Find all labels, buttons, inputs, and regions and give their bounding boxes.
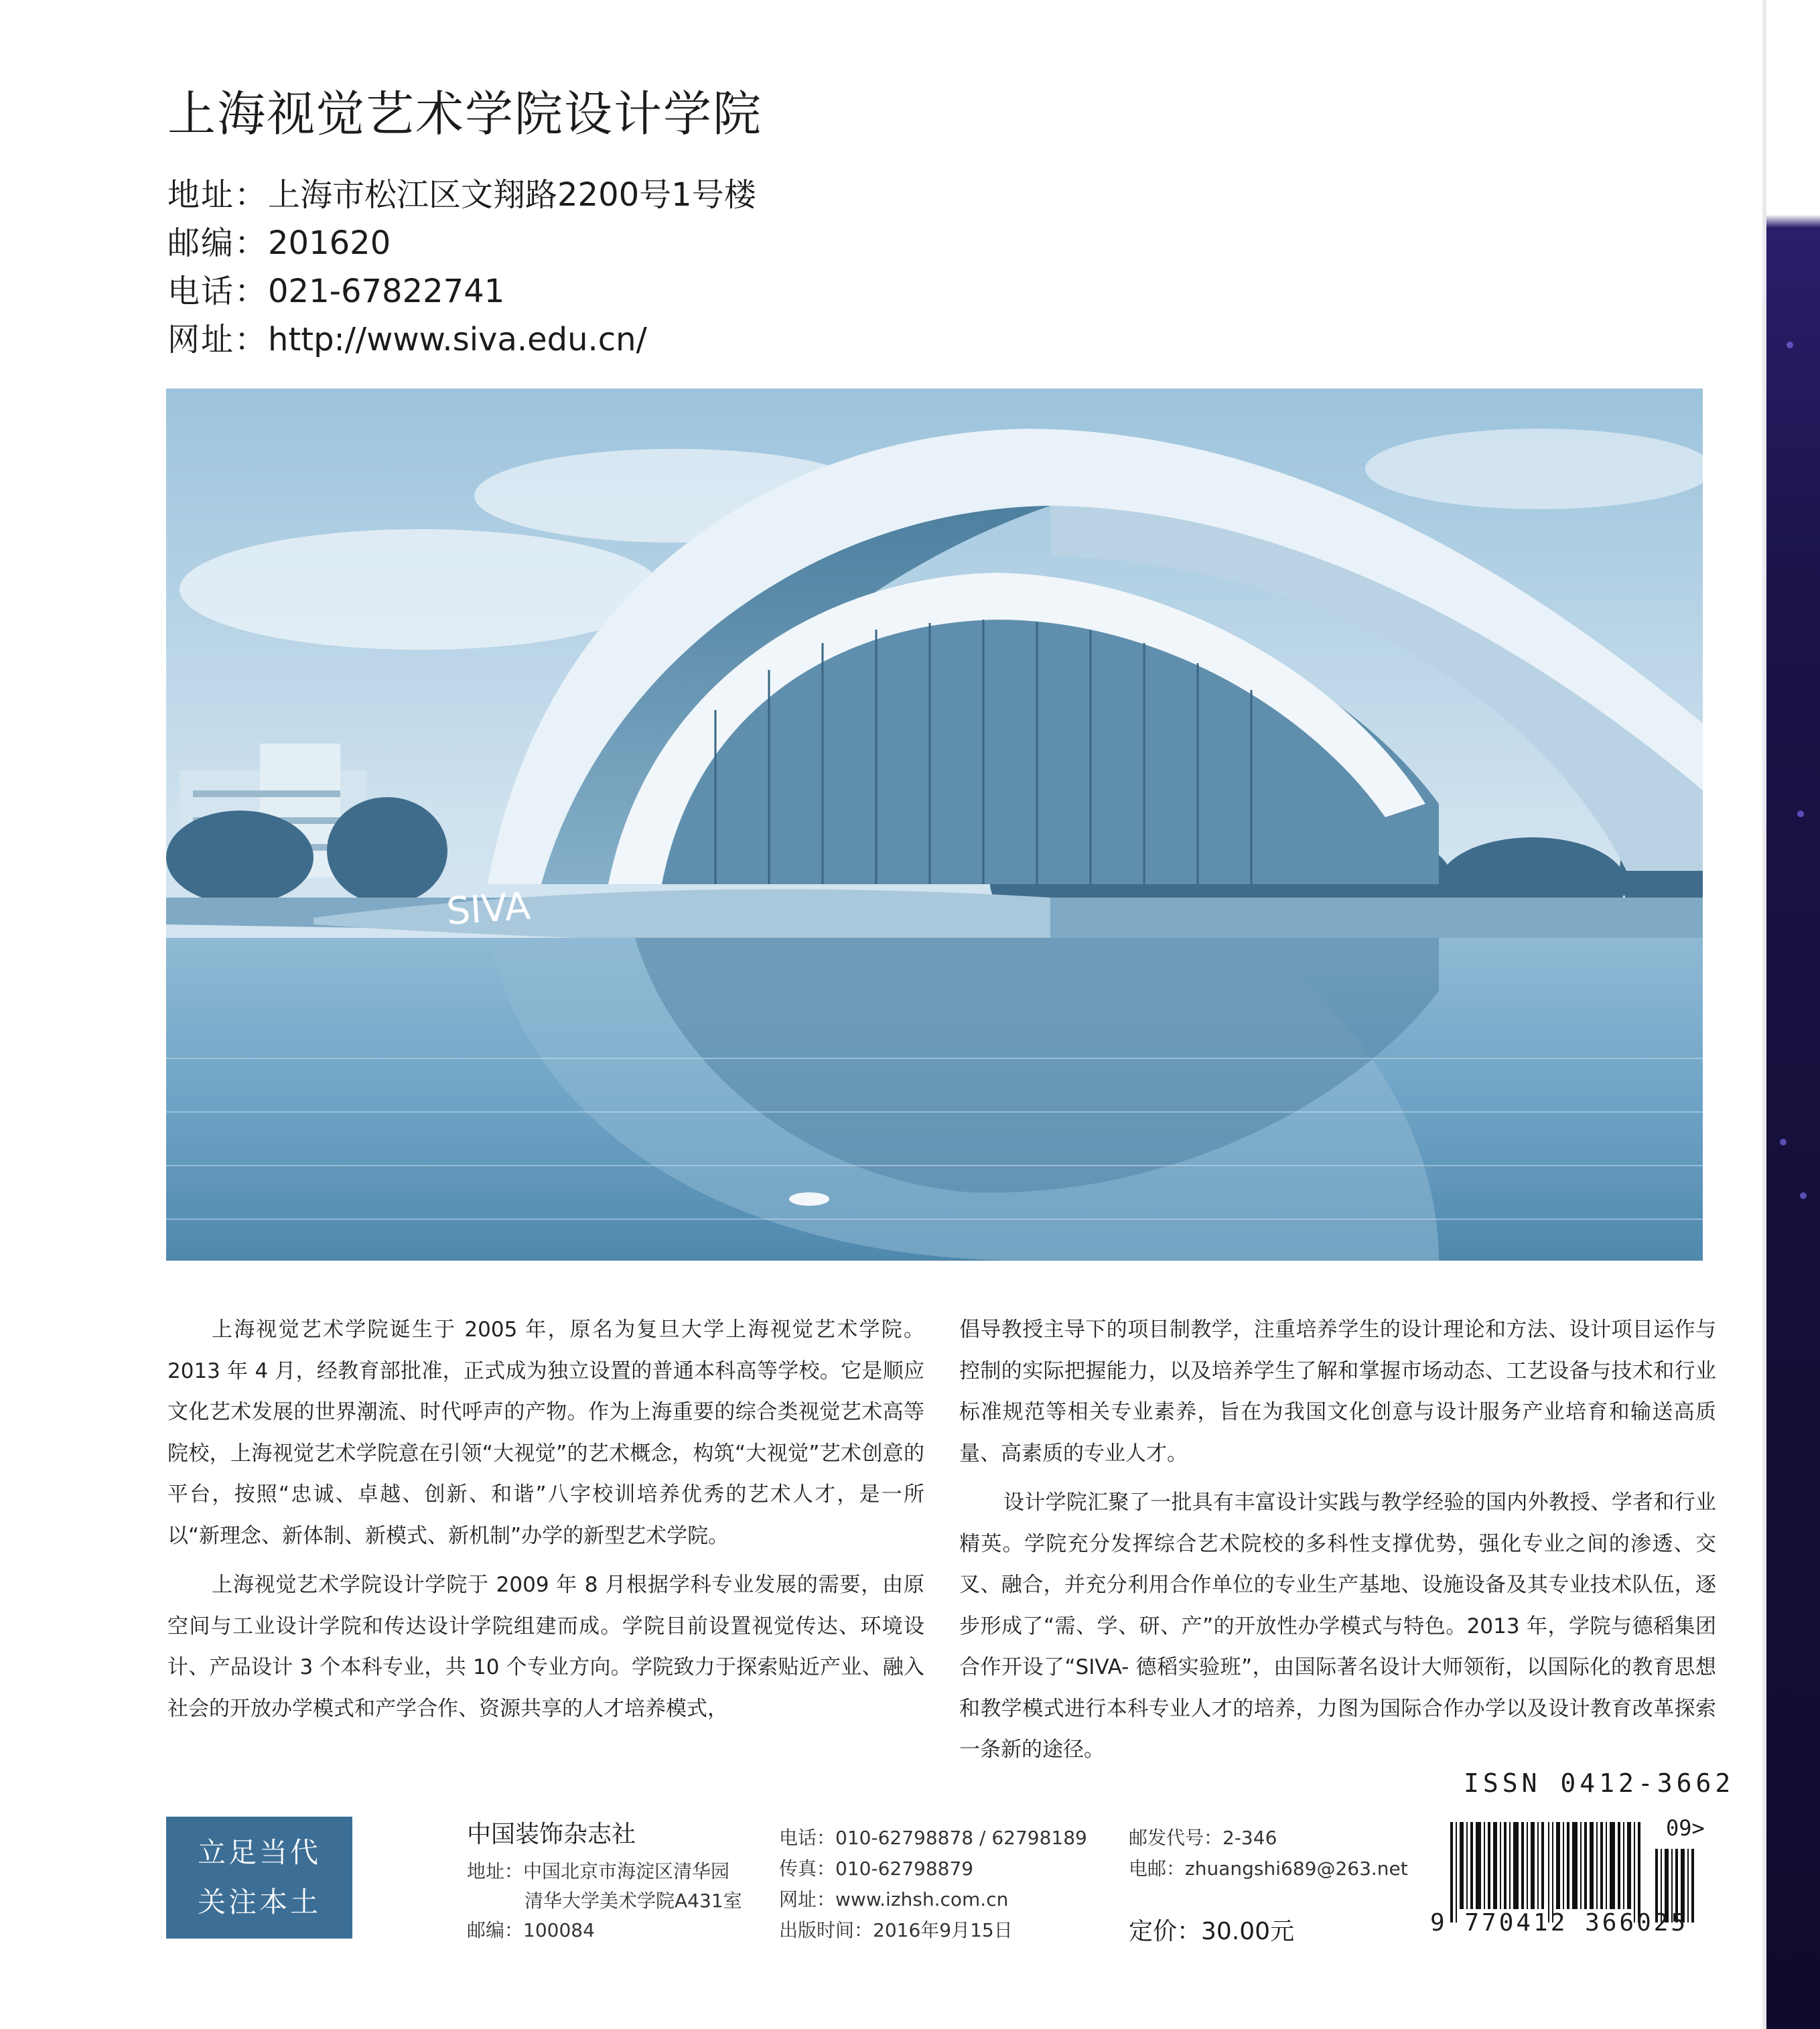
publisher-fax-label: 传真： xyxy=(779,1858,836,1880)
spine-dot xyxy=(1780,1139,1787,1145)
intro-left-column xyxy=(167,1310,924,1730)
barcode-issue-number: 09> xyxy=(1666,1815,1705,1841)
mail-code-value: 2-346 xyxy=(1222,1827,1277,1849)
slogan-badge xyxy=(166,1817,352,1939)
publisher-postcode-value: 100084 xyxy=(523,1919,595,1941)
barcode-digits: 9 770412 366025 xyxy=(1430,1909,1689,1937)
phone-value: 021-67822741 xyxy=(268,273,505,310)
intro-right-column xyxy=(959,1310,1716,1771)
website-link[interactable]: http://www.siva.edu.cn/ xyxy=(268,321,647,358)
address-label: 地址： xyxy=(167,176,269,214)
campus-photo xyxy=(166,389,1703,1261)
price xyxy=(1129,1912,1294,1947)
publisher-name: 中国装饰杂志社 xyxy=(467,1821,636,1848)
phone-line xyxy=(167,265,504,311)
spine-dot xyxy=(1797,811,1804,817)
page-title: 上海视觉艺术学院设计学院 xyxy=(167,86,763,142)
address-line xyxy=(167,169,756,215)
mail-code-label: 邮发代号： xyxy=(1129,1827,1223,1849)
publisher-phone-value: 010-62798878 / 62798189 xyxy=(835,1827,1087,1849)
website-label: 网址： xyxy=(167,321,269,358)
publish-date xyxy=(779,1916,1013,1943)
lawn-lettering: SIVA xyxy=(445,884,532,934)
publisher-address-line1: 中国北京市海淀区清华园 xyxy=(523,1860,730,1882)
paragraph: 上海视觉艺术学院诞生于 2005 年，原名为复旦大学上海视觉艺术学院。2013 年 4 月，经教育部批准，正式成为独立设置的普通本科高等学校。它是顺应文化艺术发展的世界潮流、时代呼声的产物。作为上海重要的综合类视觉艺术高等院校，上海视觉艺术学院意在引领“大视觉”的艺术概念，构筑“大视觉”艺术创意的平台，按照“忠诚、卓越、创新、和谐”八字校训培养优秀的艺术人才，是一所以“新理念、新体制、新模式、新机制”办学的新型艺术学院。 xyxy=(167,1318,924,1548)
postcode-value: 201620 xyxy=(268,224,391,262)
publisher-postcode xyxy=(467,1916,595,1943)
publish-date-label: 出版时间： xyxy=(779,1919,873,1941)
paragraph: 倡导教授主导下的项目制教学，注重培养学生的设计理论和方法、设计项目运作与控制的实际把握能力，以及培养学生了解和掌握市场动态、工艺设备与技术和行业标准规范等相关专业素养，旨在为我国文化创意与设计服务产业培育和输送高质量、高素质的专业人才。 xyxy=(959,1318,1716,1466)
campus-photo-illustration xyxy=(166,389,1703,1261)
spine-dot xyxy=(1800,1192,1807,1199)
publisher-fax xyxy=(779,1854,973,1881)
publisher-email-label: 电邮： xyxy=(1129,1858,1186,1880)
publisher-website xyxy=(779,1885,1008,1912)
website-line xyxy=(167,313,647,360)
phone-label: 电话： xyxy=(167,273,269,310)
publisher-fax-value: 010-62798879 xyxy=(835,1858,974,1880)
publish-date-value: 2016年9月15日 xyxy=(873,1919,1013,1941)
slogan-line: 立足当代 xyxy=(197,1836,321,1869)
publisher-email xyxy=(1129,1854,1408,1881)
publisher-address-line2: 清华大学美术学院A431室 xyxy=(524,1890,742,1912)
publisher-website-label: 网址： xyxy=(779,1888,836,1910)
price-value: 30.00元 xyxy=(1201,1918,1295,1945)
paragraph: 设计学院汇聚了一批具有丰富设计实践与教学经验的国内外教授、学者和行业精英。学院充分发挥综合艺术院校的多科性支撑优势，强化专业之间的渗透、交叉、融合，并充分利用合作单位的专业生产基地、设施设备及其专业技术队伍，逐步形成了“需、学、研、产”的开放性办学模式与特色。2013 年，学院与德稻集团合作开设了“SIVA- 德稻实验班”，由国际著名设计大师领衔，以国际化的教育思想和教学模式进行本科专业人才的培养，力图为国际合作办学以及设计教育改革探索一条新的途径。 xyxy=(959,1490,1716,1762)
publisher-phone-label: 电话： xyxy=(779,1827,836,1849)
postcode-line xyxy=(167,217,391,263)
spine-dot xyxy=(1787,342,1793,348)
issn-number: ISSN 0412-3662 xyxy=(1464,1768,1735,1798)
price-label: 定价： xyxy=(1129,1918,1202,1945)
paragraph: 上海视觉艺术学院设计学院于 2009 年 8 月根据学科专业发展的需要，由原空间与工业设计学院和传达设计学院组建而成。学院目前设置视觉传达、环境设计、产品设计 3 个本科专业，共 10 个专业方向。学院致力于探索贴近产业、融入社会的开放办学模式和产学合作、资源共享的人才培养模式， xyxy=(167,1573,924,1721)
publisher-postcode-label: 邮编： xyxy=(467,1919,524,1941)
publisher-website-link[interactable]: www.izhsh.com.cn xyxy=(835,1888,1009,1910)
publisher-address xyxy=(467,1857,729,1884)
address-value: 上海市松江区文翔路2200号1号楼 xyxy=(268,176,756,214)
postcode-label: 邮编： xyxy=(167,224,269,262)
mail-code xyxy=(1129,1823,1277,1850)
publisher-email-link[interactable]: zhuangshi689@263.net xyxy=(1185,1858,1408,1880)
publisher-phone xyxy=(779,1823,1087,1850)
slogan-line: 关注本土 xyxy=(197,1886,321,1918)
spine-strip xyxy=(1766,0,1820,2029)
publisher-address-label: 地址： xyxy=(467,1860,524,1882)
